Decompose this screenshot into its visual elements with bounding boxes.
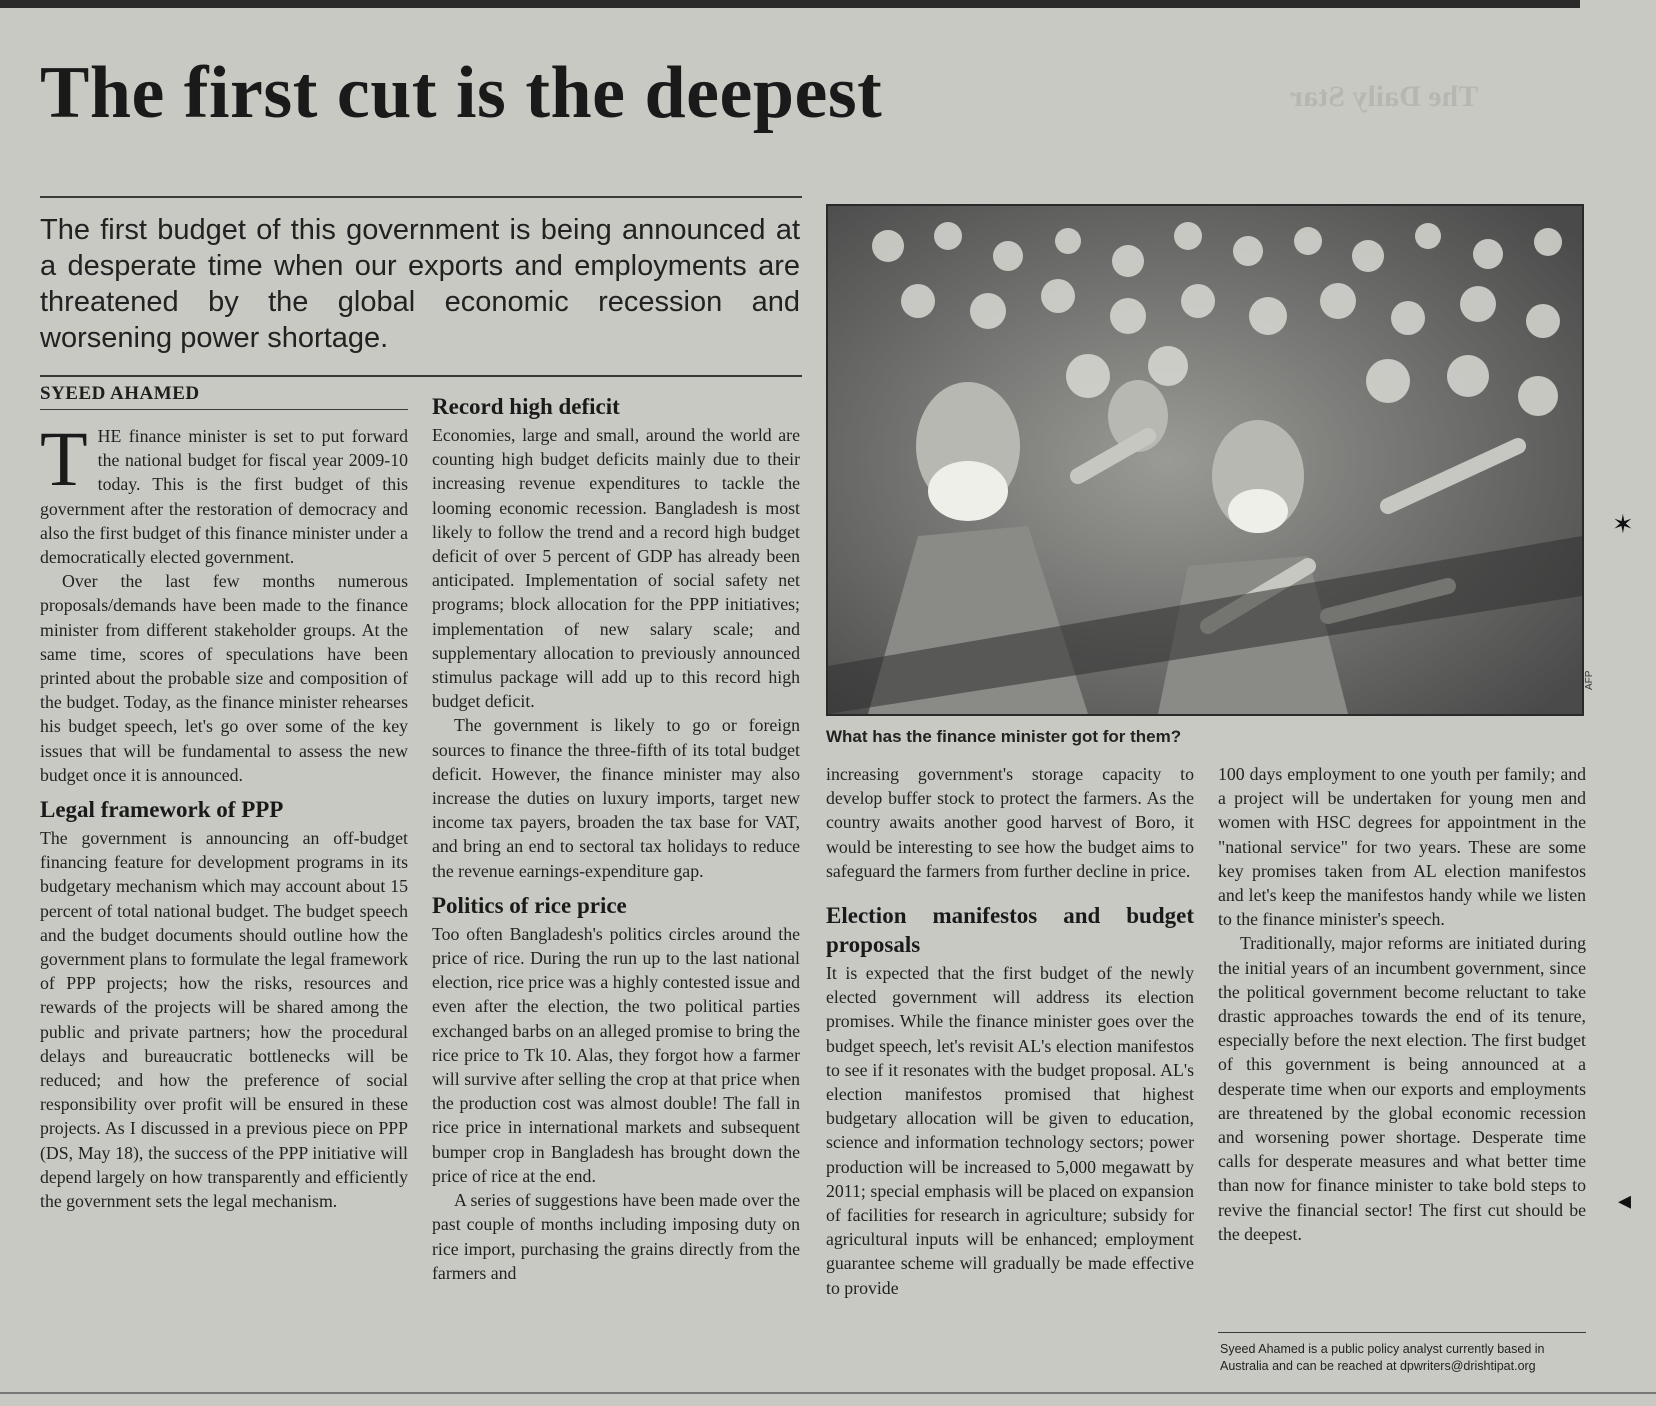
standfirst-top-rule	[40, 196, 802, 198]
column-4	[1218, 762, 1586, 1246]
subheading-record-deficit: Record high deficit	[432, 394, 620, 419]
page-bottom-rule	[0, 1392, 1656, 1394]
paragraph: 100 days employment to one youth per family; and a project will be undertaken for young men and women with HSC degrees for appointment in the "national service" for two years. These are some key promises taken from AL election manifestos and let's keep the manifestos handy while we listen to the finance minister's speech.	[1218, 764, 1586, 930]
bio-rule	[1218, 1332, 1586, 1333]
byline: SYEED AHAMED	[40, 383, 200, 404]
paragraph: Over the last few months numerous proposals/demands have been made to the finance minister from different stakeholder groups. At the same time, scores of speculations have been printed about the probable size and composition of the budget. Today, as the finance minister rehearses his budget speech, let's go over some of the key issues that will be fundamental to assess the new budget once it is announced.	[40, 571, 408, 785]
photo-caption: What has the finance minister got for them?	[826, 727, 1182, 746]
column-1	[40, 415, 408, 1213]
paragraph: increasing government's storage capacity to develop buffer stock to protect the farmers. As the country awaits another good harvest of Boro, it would be interesting to see how the budget aims to safeguard the farmers from further decline in price.	[826, 764, 1194, 881]
opening-paragraph-text: HE finance minister is set to put forward the national budget for fiscal year 2009-10 today. This is the first budget of this government after the restoration of democracy and also the first budget of this finance minister under a democratically elected government.	[40, 426, 408, 568]
paragraph: A series of suggestions have been made over the past couple of months including imposing duty on rice import, purchasing the grains directly from the farmers and	[432, 1190, 800, 1283]
pin-mark-icon: ◂	[1618, 1186, 1632, 1216]
show-through-text: The Daily Star	[1290, 80, 1479, 113]
subheading-rice-price: Politics of rice price	[432, 892, 627, 918]
photo-credit: AFP	[1584, 670, 1595, 690]
standfirst-bottom-rule	[40, 375, 802, 377]
drop-cap: T	[40, 415, 88, 502]
subheading-legal-framework: Legal framework of PPP	[40, 797, 284, 823]
subheading-election-manifestos: Election manifestos and budget proposals	[826, 903, 1194, 958]
column-2	[432, 392, 800, 1285]
pin-mark-icon: ✶	[1612, 510, 1634, 540]
author-bio: Syeed Ahamed is a public policy analyst currently based in Australia and can be reached at dpwriters@drishtipat.org	[1220, 1342, 1545, 1373]
paragraph: It is expected that the first budget of the newly elected government will address its election promises. While the finance minister goes over the budget speech, let's revisit AL's election manifestos to see if it resonates with the budget proposal. AL's election manifestos promised that highest budgetary allocation will be given to education, science and information technology sectors; power production will be increased to 5,000 megawatt by 2011; special emphasis will be placed on expansion of facilities for research in agriculture; subsidy for agricultural inputs will be enhanced; employment guarantee scheme will gradually be made effective to provide	[826, 963, 1194, 1298]
paragraph: Economies, large and small, around the world are counting high budget deficits mainly due to their increasing revenue expenditures to tackle the looming economic recession. Bangladesh is most likely to follow the trend and a record high budget deficit of over 5 percent of GDP has already been anticipated. Implementation of social safety net programs; block allocation for the PPP initiatives; implementation of new salary scale; and supplementary allocation to previously announced stimulus package will add up to this record high budget deficit.	[432, 425, 800, 712]
paragraph: Traditionally, major reforms are initiated during the initial years of an incumbent government, since the political government become reluctant to take drastic approaches towards the end of its tenure, especially before the next election. The first budget of this government is being announced at a desperate time when our exports and employments are threatened by the global economic recession and worsening power shortage. Desperate time calls for desperate measures and what better time than now for finance minister to take bold steps to revive the financial sector! The first cut should be the deepest.	[1218, 933, 1586, 1244]
crowd-photo	[826, 204, 1584, 716]
standfirst: The first budget of this government is being announced at a desperate time when our exports and employments are threatened by the global economic recession and worsening power shortage.	[40, 214, 800, 354]
column-3	[826, 762, 1194, 1300]
paragraph: The government is likely to go or foreign sources to finance the three-fifth of its total budget deficit. However, the finance minister may also increase the duties on luxury imports, target new income tax payers, broaden the tax base for VAT, and bring an end to sectoral tax holidays to reduce the revenue earnings-expenditure gap.	[432, 715, 800, 881]
page-top-border	[0, 0, 1580, 8]
opening-paragraph	[40, 415, 408, 569]
headline: The first cut is the deepest	[40, 52, 883, 134]
paragraph: The government is announcing an off-budget financing feature for development programs in its budgetary mechanism which may account about 15 percent of total national budget. The budget speech and the budget documents should outline how the government plans to formulate the legal framework of PPP projects; how the risks, resources and rewards of the projects will be shared among the public and private partners; how the procedural delays and bureaucratic bottlenecks will be reduced; and how the preference of social responsibility over profit will be ensured in these projects. As I discussed in a previous piece on PPP (DS, May 18), the success of the PPP initiative will depend largely on how transparently and efficiently the government sets the legal mechanism.	[40, 828, 408, 1212]
paragraph: Too often Bangladesh's politics circles around the price of rice. During the run up to the last national election, rice price was a highly contested issue and even after the election, the two political parties exchanged barbs on an alleged promise to bring the rice price to Tk 10. Alas, they forgot how a farmer will survive after selling the crop at that price when the production cost was almost double! The fall in rice price in international markets and subsequent bumper crop in Bangladesh has brought down the price of rice at the end.	[432, 923, 800, 1186]
crowd-photo-image	[828, 206, 1582, 714]
byline-rule	[40, 409, 408, 410]
